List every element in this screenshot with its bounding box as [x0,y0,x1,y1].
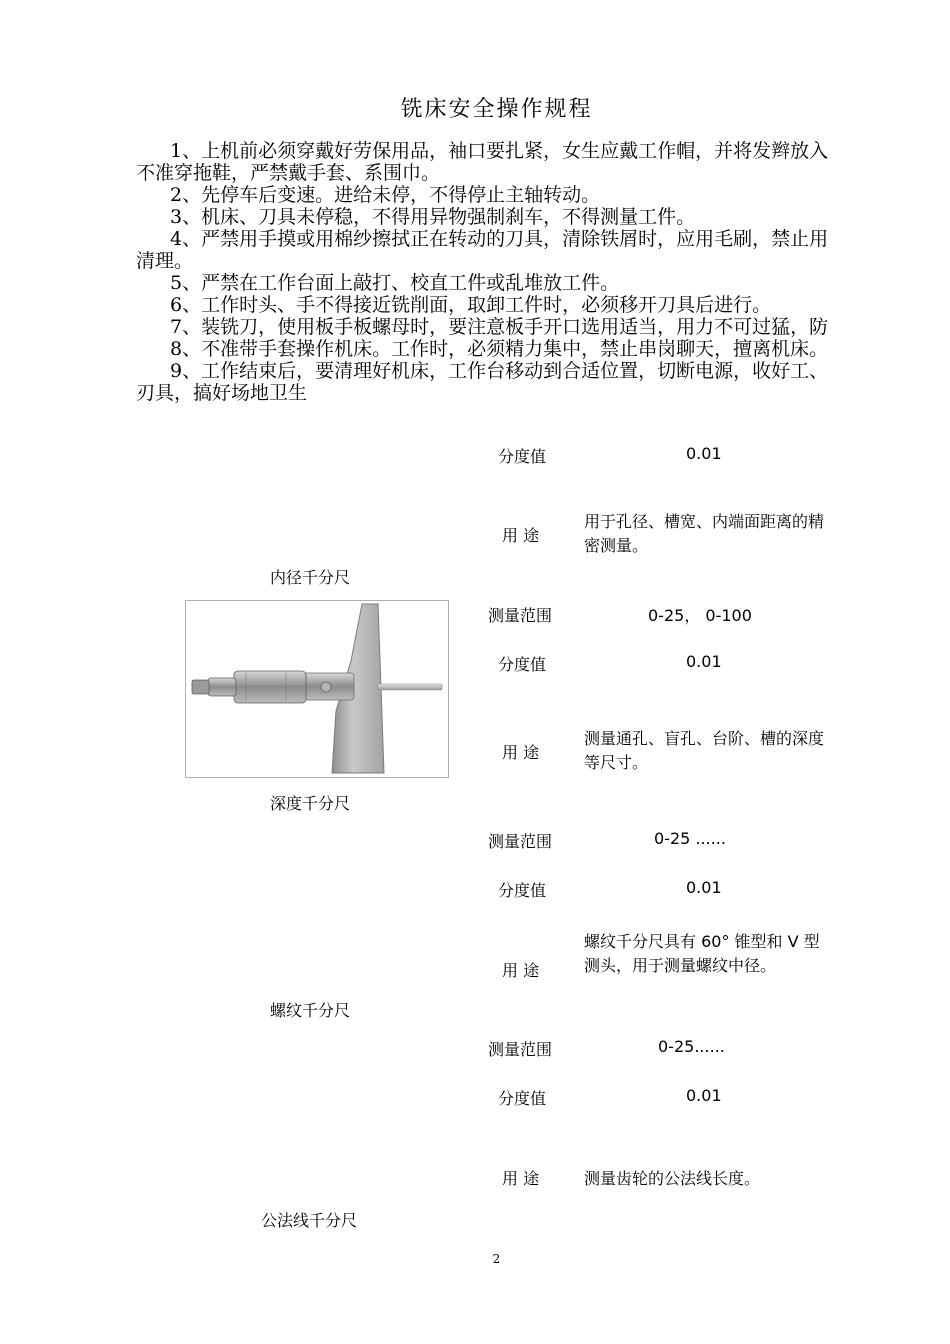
inner-use-value: 用于孔径、槽宽、内端面距离的精密测量。 [584,512,825,555]
inner-range-key: 测量范围 [488,606,553,625]
depth-use-value: 测量通孔、盲孔、台阶、槽的深度等尺寸。 [584,729,825,772]
inner-division-key: 分度值 [498,447,547,466]
rule-line: 6、工作时头、手不得接近铣削面，取卸工件时，必须移开刀具后进行。 [170,294,772,316]
rule-line: 不准穿拖鞋，严禁戴手套、系围巾。 [136,162,441,184]
rule-line: 5、严禁在工作台面上敲打、校直工件或乱堆放工件。 [170,272,620,294]
rule-line: 7、装铣刀，使用板手板螺母时，要注意板手开口选用适当，用力不可过猛，防 [170,316,829,338]
rule-line: 4、严禁用手摸或用棉纱擦拭正在转动的刀具，清除铁屑时，应用毛刷，禁止用 [170,228,829,250]
inner-range-value: 0-25， 0-100 [648,606,752,625]
gear-micrometer-label: 公法线千分尺 [261,1211,358,1230]
rule-line: 9、工作结束后，要清理好机床，工作台移动到合适位置，切断电源，收好工、 [170,360,829,382]
gear-use-key: 用 途 [502,1169,540,1188]
rule-line: 8、不准带手套操作机床。工作时，必须精力集中，禁止串岗聊天，擅离机床。 [170,338,829,360]
depth-micrometer-drawing [186,601,448,777]
thread-micrometer-label: 螺纹千分尺 [270,1001,351,1020]
inner-micrometer-label: 内径千分尺 [270,568,351,587]
gear-division-key: 分度值 [498,1089,547,1108]
rule-line: 清理。 [136,250,194,272]
depth-micrometer-image [185,600,449,778]
page-number: 2 [492,1252,501,1266]
rule-line: 1、上机前必须穿戴好劳保用品，袖口要扎紧，女生应戴工作帽，并将发辫放入 [170,140,829,162]
rule-line: 刃具，搞好场地卫生 [136,382,308,404]
page-title: 铣床安全操作规程 [400,97,593,122]
gear-division-value: 0.01 [686,1086,722,1105]
rule-line: 2、先停车后变速。进给未停，不得停止主轴转动。 [170,184,601,206]
inner-use-key: 用 途 [502,526,540,545]
thread-use-value: 螺纹千分尺具有 60° 锥型和 V 型测头，用于测量螺纹中径。 [584,932,820,975]
depth-division-value: 0.01 [686,652,722,671]
thread-range-key: 测量范围 [488,1040,553,1059]
depth-division-key: 分度值 [498,655,547,674]
rule-line: 3、机床、刀具未停稳，不得用异物强制刹车，不得测量工件。 [170,206,696,228]
depth-micrometer-label: 深度千分尺 [270,794,351,813]
depth-range-key: 测量范围 [488,832,553,851]
thread-use-key: 用 途 [502,961,540,980]
thread-division-key: 分度值 [498,881,547,900]
depth-range-value: 0-25 ...... [654,829,726,848]
inner-division-value: 0.01 [686,444,722,463]
safety-rules [136,140,950,404]
depth-use-key: 用 途 [502,743,540,762]
gear-use-value: 测量齿轮的公法线长度。 [584,1169,761,1188]
thread-division-value: 0.01 [686,878,722,897]
thread-range-value: 0-25...... [658,1037,725,1056]
